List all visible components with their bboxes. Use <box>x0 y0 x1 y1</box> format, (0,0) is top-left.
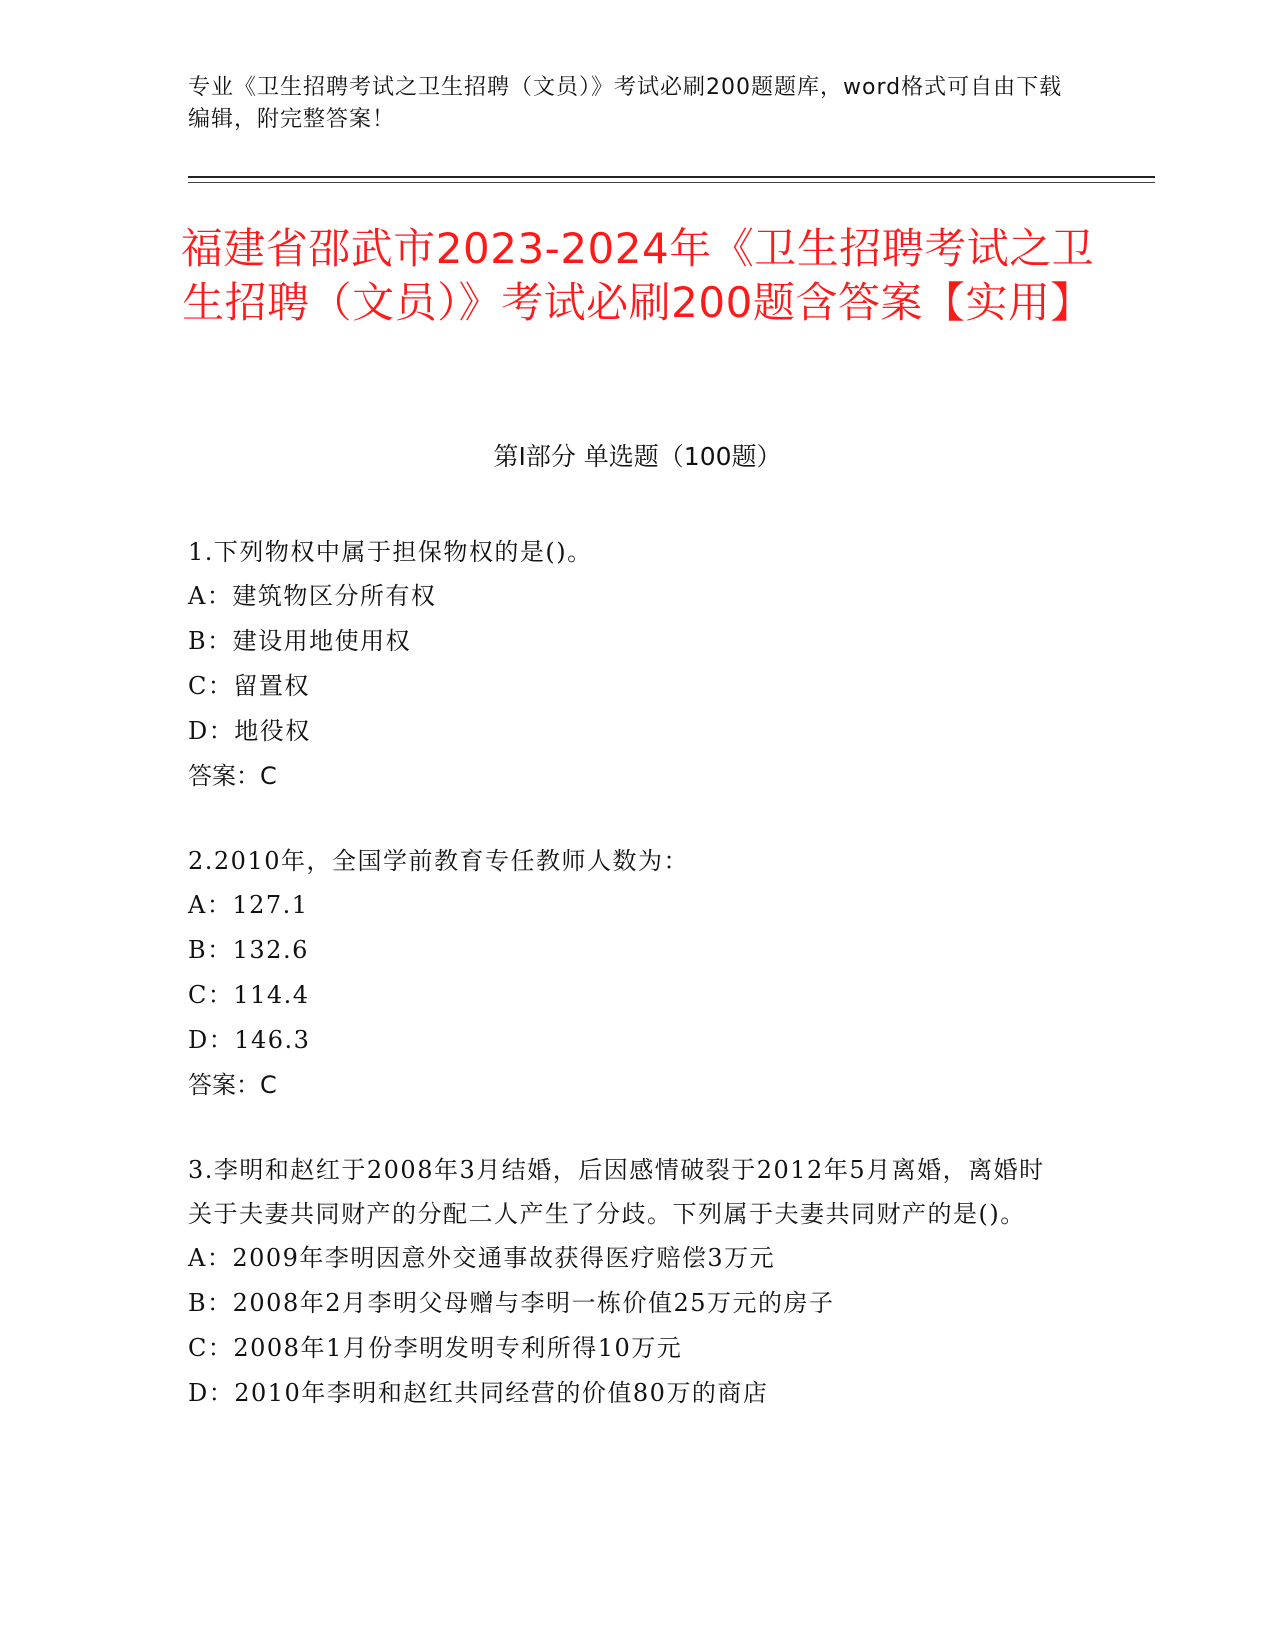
option-a: A：建筑物区分所有权 <box>188 582 437 610</box>
header-note: 专业《卫生招聘考试之卫生招聘（文员）》考试必刷200题题库，word格式可自由下载编辑，附完整答案！ <box>188 75 1063 132</box>
question-stem: 2.2010年，全国学前教育专任教师人数为： <box>188 847 689 875</box>
answer-line: 答案：C <box>188 1071 277 1099</box>
option-d: D：146.3 <box>188 1026 311 1054</box>
header-divider-thick <box>188 176 1155 178</box>
option-d: D：2010年李明和赵红共同经营的价值80万的商店 <box>188 1379 769 1407</box>
option-a: A：2009年李明因意外交通事故获得医疗赔偿3万元 <box>188 1244 776 1272</box>
question-list <box>188 530 1068 1456</box>
header-divider-thin <box>188 182 1155 183</box>
option-a: A：127.1 <box>188 891 309 919</box>
document-title: 福建省邵武市2023-2024年《卫生招聘考试之卫生招聘（文员）》考试必刷200题含答案【实用】 <box>180 224 1095 327</box>
option-d: D：地役权 <box>188 717 311 745</box>
option-b: B：132.6 <box>188 936 309 964</box>
option-c: C：留置权 <box>188 672 310 700</box>
answer-line: 答案：C <box>188 762 277 790</box>
question-stem: 3.李明和赵红于2008年3月结婚，后因感情破裂于2012年5月离婚，离婚时关于夫妻共同财产的分配二人产生了分歧。下列属于夫妻共同财产的是()。 <box>188 1156 1045 1228</box>
question-1 <box>188 530 1068 799</box>
question-2 <box>188 839 1068 1108</box>
option-b: B：2008年2月李明父母赠与李明一栋价值25万元的房子 <box>188 1289 835 1317</box>
question-stem: 1.下列物权中属于担保物权的是()。 <box>188 538 593 566</box>
option-c: C：2008年1月份李明发明专利所得10万元 <box>188 1334 683 1362</box>
option-b: B：建设用地使用权 <box>188 627 412 655</box>
question-3 <box>188 1148 1068 1416</box>
option-c: C：114.4 <box>188 981 310 1009</box>
section-heading: 第I部分 单选题（100题） <box>493 442 782 471</box>
